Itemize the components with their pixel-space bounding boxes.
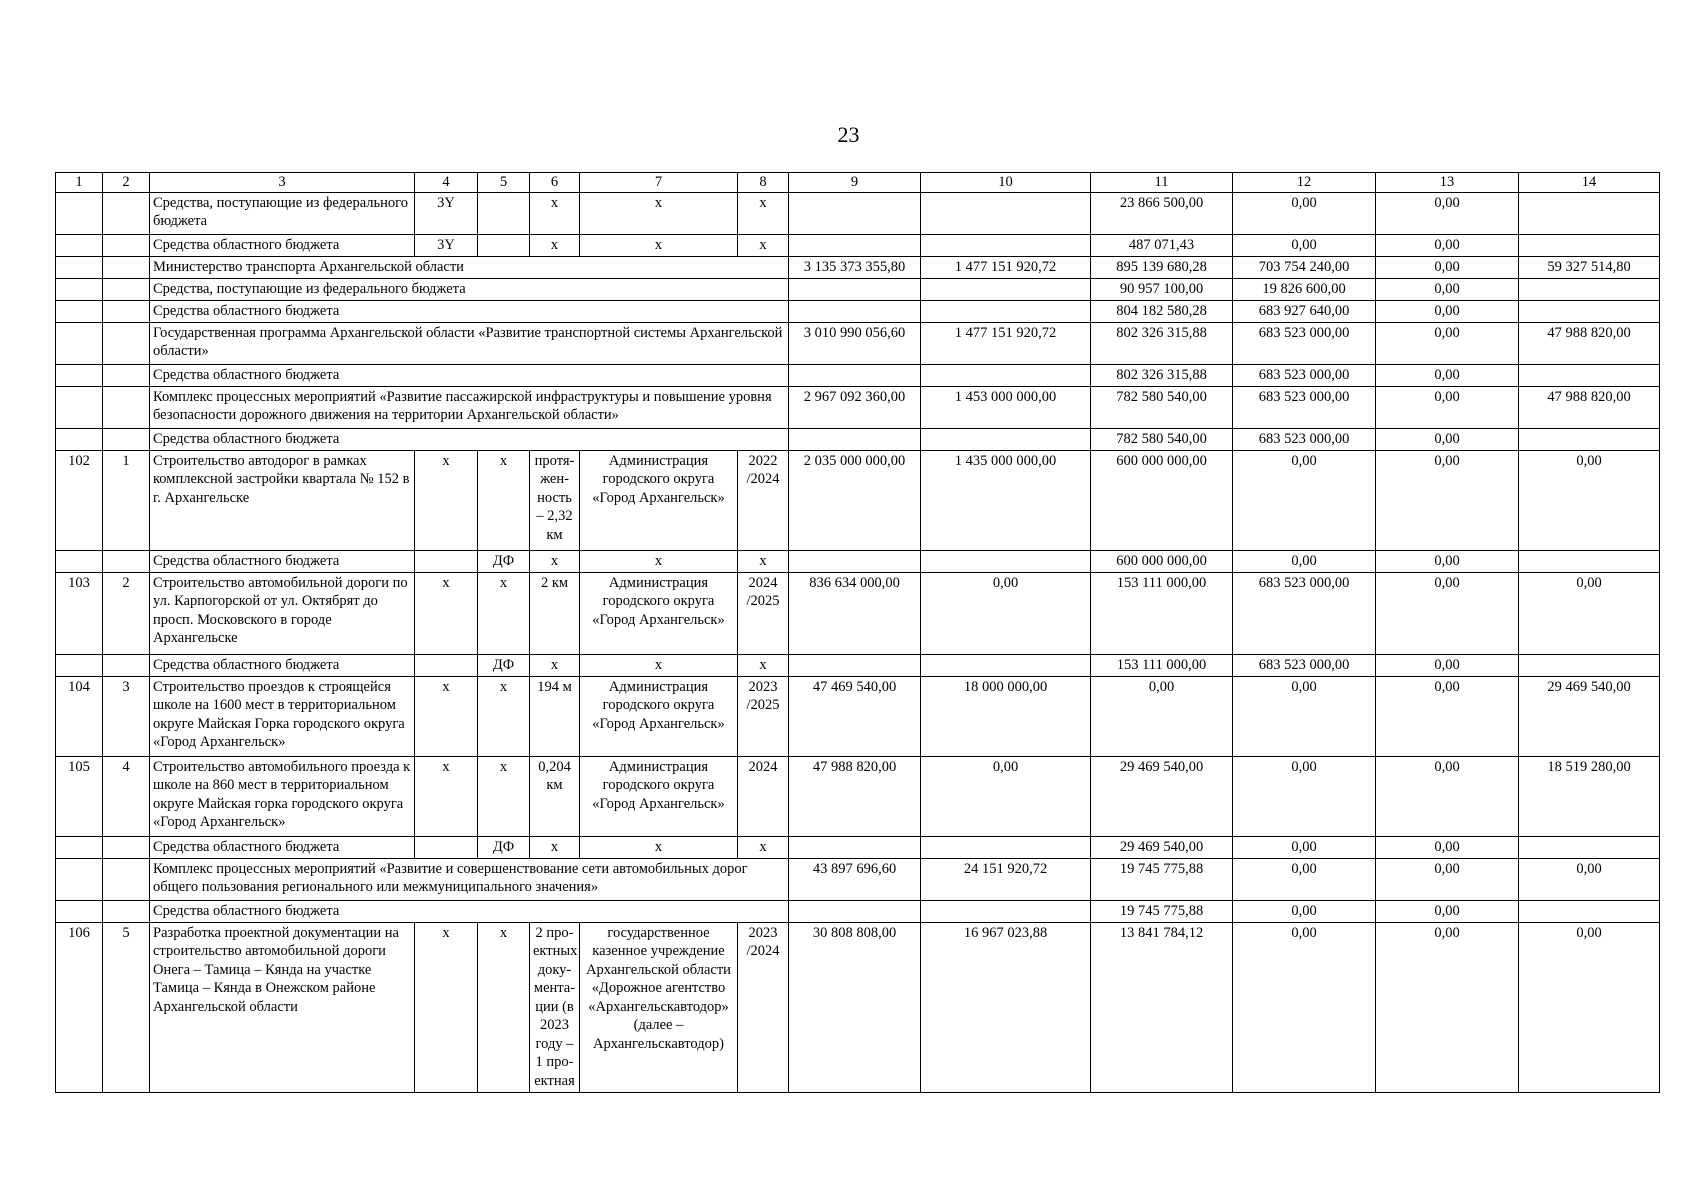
cell-col-14: 59 327 514,80 (1519, 256, 1660, 278)
cell-col-5: x (478, 676, 530, 756)
item-number-cell (103, 234, 150, 256)
cell-col-8: 2024 (738, 756, 789, 836)
cell-col-14: 0,00 (1519, 858, 1660, 900)
cell-col-12: 0,00 (1233, 900, 1376, 922)
cell-col-7: государственное казенное учреждение Архангельской области «Дорожное агентство «Архангельскавтодор» (далее – Архангельскавтодор) (580, 922, 738, 1092)
item-number-cell (103, 550, 150, 572)
cell-col-9: 2 967 092 360,00 (789, 386, 921, 428)
cell-col-8: 2023 /2024 (738, 922, 789, 1092)
item-number-cell (103, 364, 150, 386)
table-row (56, 386, 1660, 428)
cell-col-11: 802 326 315,88 (1091, 364, 1233, 386)
cell-col-9 (789, 364, 921, 386)
cell-col-9 (789, 278, 921, 300)
row-label: Средства областного бюджета (150, 300, 789, 322)
cell-col-12: 683 523 000,00 (1233, 654, 1376, 676)
budget-table (55, 172, 1660, 1093)
cell-col-12: 683 927 640,00 (1233, 300, 1376, 322)
cell-col-8: 2024 /2025 (738, 572, 789, 654)
column-header-6: 6 (530, 173, 580, 193)
cell-col-13: 0,00 (1376, 234, 1519, 256)
cell-col-5 (478, 192, 530, 234)
table-row (56, 278, 1660, 300)
cell-col-5 (478, 234, 530, 256)
column-header-10: 10 (921, 173, 1091, 193)
page-number: 23 (837, 122, 860, 147)
cell-col-11: 600 000 000,00 (1091, 450, 1233, 550)
cell-col-13: 0,00 (1376, 192, 1519, 234)
cell-col-6: 2 км (530, 572, 580, 654)
row-number-cell (56, 322, 103, 364)
cell-col-10 (921, 654, 1091, 676)
column-header-11: 11 (1091, 173, 1233, 193)
row-label: Средства областного бюджета (150, 654, 415, 676)
table-row (56, 858, 1660, 900)
cell-col-10: 16 967 023,88 (921, 922, 1091, 1092)
cell-col-11: 90 957 100,00 (1091, 278, 1233, 300)
cell-col-6: x (530, 550, 580, 572)
row-number-cell (56, 278, 103, 300)
column-header-8: 8 (738, 173, 789, 193)
cell-col-12: 0,00 (1233, 756, 1376, 836)
cell-col-14 (1519, 550, 1660, 572)
item-number-cell (103, 322, 150, 364)
cell-col-9 (789, 192, 921, 234)
cell-col-12: 0,00 (1233, 676, 1376, 756)
table-row (56, 922, 1660, 1092)
cell-col-11: 895 139 680,28 (1091, 256, 1233, 278)
table-row (56, 256, 1660, 278)
cell-col-4: x (415, 676, 478, 756)
cell-col-13: 0,00 (1376, 300, 1519, 322)
cell-col-5: x (478, 450, 530, 550)
table-row (56, 654, 1660, 676)
table-body (56, 173, 1660, 1093)
cell-col-5: ДФ (478, 836, 530, 858)
cell-col-10 (921, 300, 1091, 322)
cell-col-7: x (580, 836, 738, 858)
cell-col-9: 47 988 820,00 (789, 756, 921, 836)
cell-col-13: 0,00 (1376, 900, 1519, 922)
cell-col-11: 29 469 540,00 (1091, 836, 1233, 858)
cell-col-13: 0,00 (1376, 450, 1519, 550)
item-number-cell (103, 900, 150, 922)
cell-col-11: 782 580 540,00 (1091, 386, 1233, 428)
cell-col-9: 47 469 540,00 (789, 676, 921, 756)
cell-col-12: 683 523 000,00 (1233, 386, 1376, 428)
cell-col-14: 47 988 820,00 (1519, 386, 1660, 428)
table-row (56, 322, 1660, 364)
table-row (56, 572, 1660, 654)
cell-col-13: 0,00 (1376, 550, 1519, 572)
row-label: Средства областного бюджета (150, 428, 789, 450)
cell-col-11: 23 866 500,00 (1091, 192, 1233, 234)
row-label: Средства областного бюджета (150, 900, 789, 922)
cell-col-14: 47 988 820,00 (1519, 322, 1660, 364)
cell-col-4 (415, 550, 478, 572)
row-number-cell (56, 428, 103, 450)
cell-col-10: 1 453 000 000,00 (921, 386, 1091, 428)
cell-col-13: 0,00 (1376, 676, 1519, 756)
table-row (56, 836, 1660, 858)
cell-col-14 (1519, 192, 1660, 234)
table-row (56, 756, 1660, 836)
cell-col-12: 703 754 240,00 (1233, 256, 1376, 278)
cell-col-8: 2023 /2025 (738, 676, 789, 756)
item-number-cell: 3 (103, 676, 150, 756)
column-header-7: 7 (580, 173, 738, 193)
cell-col-12: 0,00 (1233, 192, 1376, 234)
row-number-cell: 104 (56, 676, 103, 756)
cell-col-14: 0,00 (1519, 450, 1660, 550)
item-number-cell (103, 386, 150, 428)
column-header-14: 14 (1519, 173, 1660, 193)
cell-col-9: 43 897 696,60 (789, 858, 921, 900)
cell-col-6: 0,204 км (530, 756, 580, 836)
cell-col-13: 0,00 (1376, 278, 1519, 300)
cell-col-10: 0,00 (921, 572, 1091, 654)
cell-col-14 (1519, 364, 1660, 386)
row-number-cell (56, 364, 103, 386)
cell-col-9: 3 010 990 056,60 (789, 322, 921, 364)
cell-col-14: 0,00 (1519, 922, 1660, 1092)
cell-col-9: 836 634 000,00 (789, 572, 921, 654)
table-row (56, 234, 1660, 256)
item-number-cell (103, 278, 150, 300)
cell-col-13: 0,00 (1376, 756, 1519, 836)
column-header-13: 13 (1376, 173, 1519, 193)
cell-col-12: 683 523 000,00 (1233, 364, 1376, 386)
cell-col-11: 13 841 784,12 (1091, 922, 1233, 1092)
item-number-cell: 5 (103, 922, 150, 1092)
header-row (56, 173, 1660, 193)
row-number-cell (56, 300, 103, 322)
table-row (56, 676, 1660, 756)
cell-col-11: 153 111 000,00 (1091, 572, 1233, 654)
cell-col-9 (789, 300, 921, 322)
cell-col-6: x (530, 234, 580, 256)
column-header-3: 3 (150, 173, 415, 193)
table-row (56, 300, 1660, 322)
row-number-cell: 105 (56, 756, 103, 836)
cell-col-5: x (478, 922, 530, 1092)
cell-col-13: 0,00 (1376, 922, 1519, 1092)
item-number-cell (103, 192, 150, 234)
cell-col-10 (921, 364, 1091, 386)
cell-col-7: x (580, 654, 738, 676)
row-label: Строительство автомобильного проезда к школе на 860 мест в территориальном округе Майская горка городского округа «Город Архангельск» (150, 756, 415, 836)
row-label: Средства областного бюджета (150, 550, 415, 572)
row-number-cell (56, 550, 103, 572)
cell-col-4 (415, 836, 478, 858)
cell-col-12: 0,00 (1233, 922, 1376, 1092)
cell-col-8: x (738, 234, 789, 256)
cell-col-9 (789, 234, 921, 256)
cell-col-9 (789, 900, 921, 922)
cell-col-13: 0,00 (1376, 572, 1519, 654)
item-number-cell: 1 (103, 450, 150, 550)
column-header-4: 4 (415, 173, 478, 193)
cell-col-11: 19 745 775,88 (1091, 900, 1233, 922)
table-row (56, 900, 1660, 922)
row-label: Средства областного бюджета (150, 364, 789, 386)
cell-col-9: 3 135 373 355,80 (789, 256, 921, 278)
row-label: Разработка проектной документации на строительство автомобильной дороги Онега – Тамица – Кянда на участке Тамица – Кянда в Онежском районе Архангельской области (150, 922, 415, 1092)
row-number-cell (56, 900, 103, 922)
cell-col-11: 804 182 580,28 (1091, 300, 1233, 322)
cell-col-10 (921, 550, 1091, 572)
table-row (56, 450, 1660, 550)
cell-col-14: 29 469 540,00 (1519, 676, 1660, 756)
cell-col-7: Администрация городского округа «Город Архангельск» (580, 676, 738, 756)
row-label: Министерство транспорта Архангельской области (150, 256, 789, 278)
cell-col-11: 782 580 540,00 (1091, 428, 1233, 450)
table-row (56, 428, 1660, 450)
cell-col-12: 683 523 000,00 (1233, 428, 1376, 450)
cell-col-13: 0,00 (1376, 322, 1519, 364)
column-header-2: 2 (103, 173, 150, 193)
row-label: Средства, поступающие из федерального бюджета (150, 278, 789, 300)
row-label: Средства, поступающие из федерального бюджета (150, 192, 415, 234)
column-header-12: 12 (1233, 173, 1376, 193)
row-label: Комплекс процессных мероприятий «Развитие пассажирской инфраструктуры и повышение уровня безопасности дорожного движения на территории Архангельской области» (150, 386, 789, 428)
table-row (56, 550, 1660, 572)
row-number-cell (56, 654, 103, 676)
cell-col-9: 2 035 000 000,00 (789, 450, 921, 550)
cell-col-7: Администрация городского округа «Город Архангельск» (580, 572, 738, 654)
item-number-cell (103, 836, 150, 858)
cell-col-13: 0,00 (1376, 256, 1519, 278)
cell-col-11: 600 000 000,00 (1091, 550, 1233, 572)
cell-col-5: x (478, 572, 530, 654)
row-label: Комплекс процессных мероприятий «Развитие и совершенствование сети автомобильных дорог общего пользования регионального или межмуниципального значения» (150, 858, 789, 900)
cell-col-14 (1519, 836, 1660, 858)
cell-col-4: 3Y (415, 192, 478, 234)
cell-col-11: 19 745 775,88 (1091, 858, 1233, 900)
column-header-1: 1 (56, 173, 103, 193)
cell-col-7: x (580, 234, 738, 256)
cell-col-7: x (580, 192, 738, 234)
cell-col-14 (1519, 654, 1660, 676)
cell-col-13: 0,00 (1376, 836, 1519, 858)
cell-col-9 (789, 654, 921, 676)
row-label: Средства областного бюджета (150, 836, 415, 858)
cell-col-5: ДФ (478, 654, 530, 676)
cell-col-9: 30 808 808,00 (789, 922, 921, 1092)
cell-col-12: 683 523 000,00 (1233, 322, 1376, 364)
cell-col-9 (789, 428, 921, 450)
item-number-cell: 2 (103, 572, 150, 654)
item-number-cell (103, 428, 150, 450)
cell-col-4: x (415, 450, 478, 550)
cell-col-13: 0,00 (1376, 654, 1519, 676)
item-number-cell: 4 (103, 756, 150, 836)
cell-col-10: 1 477 151 920,72 (921, 256, 1091, 278)
cell-col-12: 0,00 (1233, 858, 1376, 900)
row-number-cell (56, 256, 103, 278)
item-number-cell (103, 300, 150, 322)
cell-col-4: x (415, 756, 478, 836)
column-header-9: 9 (789, 173, 921, 193)
cell-col-5: x (478, 756, 530, 836)
row-number-cell: 106 (56, 922, 103, 1092)
cell-col-6: x (530, 192, 580, 234)
cell-col-12: 19 826 600,00 (1233, 278, 1376, 300)
cell-col-4: 3Y (415, 234, 478, 256)
cell-col-6: 194 м (530, 676, 580, 756)
cell-col-11: 802 326 315,88 (1091, 322, 1233, 364)
cell-col-8: x (738, 550, 789, 572)
row-number-cell (56, 836, 103, 858)
cell-col-9 (789, 550, 921, 572)
table-row (56, 192, 1660, 234)
cell-col-11: 0,00 (1091, 676, 1233, 756)
cell-col-6: x (530, 836, 580, 858)
cell-col-7: Администрация городского округа «Город Архангельск» (580, 450, 738, 550)
row-label: Строительство проездов к строящейся школе на 1600 мест в территориальном округе Майская Горка городского округа «Город Архангельск» (150, 676, 415, 756)
cell-col-8: 2022 /2024 (738, 450, 789, 550)
row-label: Строительство автодорог в рамках комплексной застройки квартала № 152 в г. Архангельске (150, 450, 415, 550)
column-header-5: 5 (478, 173, 530, 193)
cell-col-14 (1519, 428, 1660, 450)
row-label: Государственная программа Архангельской области «Развитие транспортной системы Архангельской области» (150, 322, 789, 364)
cell-col-10 (921, 900, 1091, 922)
cell-col-10: 24 151 920,72 (921, 858, 1091, 900)
cell-col-10 (921, 428, 1091, 450)
row-number-cell (56, 192, 103, 234)
cell-col-6: x (530, 654, 580, 676)
cell-col-11: 153 111 000,00 (1091, 654, 1233, 676)
cell-col-11: 487 071,43 (1091, 234, 1233, 256)
cell-col-14: 18 519 280,00 (1519, 756, 1660, 836)
cell-col-6: протя-жен-ность – 2,32 км (530, 450, 580, 550)
cell-col-4: x (415, 572, 478, 654)
cell-col-8: x (738, 836, 789, 858)
row-number-cell (56, 386, 103, 428)
cell-col-14 (1519, 234, 1660, 256)
cell-col-14 (1519, 900, 1660, 922)
cell-col-10 (921, 234, 1091, 256)
cell-col-13: 0,00 (1376, 428, 1519, 450)
item-number-cell (103, 256, 150, 278)
cell-col-10 (921, 192, 1091, 234)
cell-col-13: 0,00 (1376, 858, 1519, 900)
cell-col-12: 0,00 (1233, 234, 1376, 256)
cell-col-5: ДФ (478, 550, 530, 572)
cell-col-7: x (580, 550, 738, 572)
cell-col-12: 0,00 (1233, 836, 1376, 858)
cell-col-7: Администрация городского округа «Город Архангельск» (580, 756, 738, 836)
cell-col-6: 2 про-ектных доку-мента-ции (в 2023 году – 1 про-ектная (530, 922, 580, 1092)
table-row (56, 364, 1660, 386)
item-number-cell (103, 858, 150, 900)
cell-col-12: 0,00 (1233, 450, 1376, 550)
cell-col-10: 0,00 (921, 756, 1091, 836)
row-number-cell (56, 234, 103, 256)
row-number-cell: 102 (56, 450, 103, 550)
cell-col-13: 0,00 (1376, 386, 1519, 428)
row-number-cell: 103 (56, 572, 103, 654)
row-label: Средства областного бюджета (150, 234, 415, 256)
cell-col-9 (789, 836, 921, 858)
cell-col-4: x (415, 922, 478, 1092)
cell-col-10 (921, 278, 1091, 300)
cell-col-14 (1519, 278, 1660, 300)
cell-col-13: 0,00 (1376, 364, 1519, 386)
cell-col-12: 683 523 000,00 (1233, 572, 1376, 654)
cell-col-10: 1 477 151 920,72 (921, 322, 1091, 364)
cell-col-8: x (738, 654, 789, 676)
row-label: Строительство автомобильной дороги по ул. Карпогорской от ул. Октябрят до просп. Московского в городе Архангельске (150, 572, 415, 654)
cell-col-10 (921, 836, 1091, 858)
cell-col-10: 1 435 000 000,00 (921, 450, 1091, 550)
cell-col-8: x (738, 192, 789, 234)
cell-col-4 (415, 654, 478, 676)
cell-col-14: 0,00 (1519, 572, 1660, 654)
cell-col-10: 18 000 000,00 (921, 676, 1091, 756)
item-number-cell (103, 654, 150, 676)
cell-col-11: 29 469 540,00 (1091, 756, 1233, 836)
cell-col-12: 0,00 (1233, 550, 1376, 572)
row-number-cell (56, 858, 103, 900)
cell-col-14 (1519, 300, 1660, 322)
